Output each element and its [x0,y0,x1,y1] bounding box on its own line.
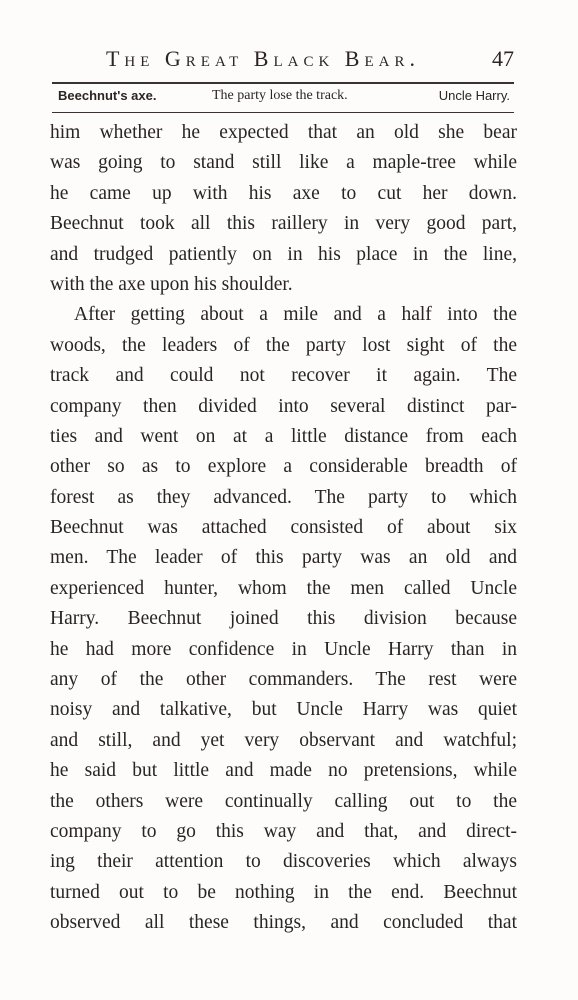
running-title: The Great Black Bear. [105,46,420,71]
page-number: 47 [492,46,514,71]
running-head [52,44,514,76]
text-line: him whether he expected that an old she bear [50,122,517,143]
text-line: track and could not recover it again. The [50,365,517,387]
text-line: he had more confidence in Uncle Harry than in [50,638,517,660]
text-line: with the axe upon his shoulder. [50,273,293,295]
text-line: other so as to explore a considerable breadth of [50,456,517,478]
subheader-left: Beechnut's axe. [58,88,157,103]
text-line: and trudged patiently on in his place in the line, [50,243,517,265]
subheader-right: Uncle Harry. [438,88,510,103]
text-line: Beechnut took all this raillery in very good part, [50,213,517,235]
text-line: he came up with his axe to cut her down. [50,182,517,204]
header-rule-top [52,82,514,84]
text-line: turned out to be nothing in the end. Beechnut [50,881,517,903]
text-line: company to go this way and that, and direct- [50,820,517,842]
text-line: observed all these things, and concluded that [50,912,517,934]
text-line: he said but little and made no pretensions, while [50,760,517,782]
text-line: any of the other commanders. The rest were [50,669,517,691]
text-line: experienced hunter, whom the men called Uncle [50,577,517,599]
text-line: Harry. Beechnut joined this division because [50,608,517,630]
text-line: ing their attention to discoveries which always [50,851,517,873]
paragraph-start-line: After getting about a mile and a half into the [74,304,517,326]
text-line: woods, the leaders of the party lost sight of the [50,334,517,356]
text-line: and still, and yet very observant and watchful; [50,729,517,751]
text-line: was going to stand still like a maple-tree while [50,152,517,174]
text-line: Beechnut was attached consisted of about six [50,517,517,539]
body-text [50,118,517,939]
text-line: the others were continually calling out to the [50,790,517,812]
text-line: noisy and talkative, but Uncle Harry was quiet [50,699,517,721]
text-line: company then divided into several distinct par- [50,395,517,417]
header-rule-bottom [52,112,514,113]
section-subheader [58,88,510,108]
text-line: forest as they advanced. The party to which [50,486,517,508]
text-line: men. The leader of this party was an old and [50,547,517,569]
text-line: ties and went on at a little distance from each [50,425,517,447]
subheader-center: The party lose the track. [212,88,348,103]
